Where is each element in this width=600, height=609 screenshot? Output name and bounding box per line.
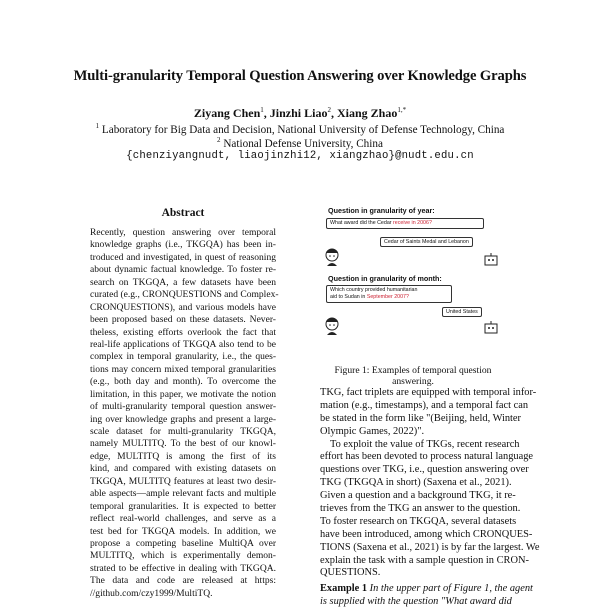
abstract-line: namely MULTITQ. To the best of our knowl-: [90, 438, 276, 450]
figure-month-title: Question in granularity of month:: [328, 274, 442, 283]
affiliation-text: Laboratory for Big Data and Decision, National University of Defense Technology, China: [101, 124, 505, 136]
robot-icon: [485, 321, 497, 333]
abstract-line: search on TKGQA, a few datasets have been: [90, 276, 276, 288]
abstract-line: edge, MULTITQ is among the first of its: [90, 450, 276, 462]
example-line: [320, 596, 512, 609]
abstract-line: scale dataset for multi-granularity TKGQA,: [90, 426, 276, 437]
example-text: In the upper part of Figure 1, the agent: [367, 583, 533, 595]
figure-month-question-text: Which country provided humanitarian: [330, 287, 418, 293]
robot-icon: [485, 253, 497, 265]
abstract-heading: Abstract: [161, 207, 205, 219]
author-affil-mark: 1,*: [397, 106, 407, 114]
body-line: To exploit the value of TKGs, recent research: [330, 438, 520, 450]
affiliation-mark: 1: [95, 122, 100, 130]
abstract-line: Recently, question answering over temporal: [90, 227, 276, 238]
person-icon: [326, 318, 338, 335]
author-affil-mark: 2: [327, 106, 331, 114]
figure-year-answer: Cedar of Saints Medal and Lebanon: [380, 237, 473, 247]
paper-title: Multi-granularity Temporal Question Answering over Knowledge Graphs: [73, 68, 527, 84]
abstract-line: kind, and compared with existing datasets on: [90, 463, 276, 475]
abstract-line: The data and code are released at https:: [90, 575, 276, 587]
author-name: Ziyang Chen: [193, 106, 261, 120]
author-list: Ziyang Chen$^1$, Jinzhi Liao$^2$, Xiang Zhao$^{1,*}$: [193, 106, 407, 120]
abstract-line: temporal granularities. It is expected to better: [90, 500, 276, 512]
author-name: Jinzhi Liao: [269, 106, 328, 120]
abstract-line: able aspects—ample relevant facts and multiple: [90, 488, 276, 500]
body-line: mation (e.g., timestamps), and a temporal fact can: [320, 399, 529, 411]
affiliation-mark: 2: [217, 136, 221, 144]
abstract-line: limitation, in this paper, we motivate the notion: [90, 388, 276, 400]
body-line: To foster research on TKGQA, several datasets: [320, 515, 517, 527]
body-line: be stated in the form like "(Beijing, held, Winter: [320, 412, 522, 424]
affiliation-text: National Defense University, China: [223, 138, 383, 150]
abstract-line: //github.com/czy1999/MultiTQ.: [90, 587, 213, 599]
example-label: Example 1: [320, 583, 368, 595]
body-line: effort has been devoted to process natural language: [320, 451, 534, 463]
abstract-line: strated to be effective in dealing with TKGQA.: [90, 562, 276, 574]
person-icon: [326, 249, 338, 266]
abstract-line: test bed for TKGQA models. In addition, we: [90, 525, 276, 537]
abstract-line: curated (e.g., CRONQUESTIONS and Complex-: [90, 289, 279, 301]
figure-year-title: Question in granularity of year:: [328, 206, 435, 215]
affiliation: [0, 122, 600, 136]
body-line: QUESTIONS.: [320, 567, 381, 579]
abstract-line: real-life applications of TKGQA also tend to be: [90, 338, 276, 350]
body-line: questions over TKG, i.e., question answering over: [320, 464, 529, 476]
abstract-body: [90, 227, 279, 600]
abstract-line: (e.g., both day and month). To overcome the: [90, 376, 276, 388]
figure-year-question-text: What award did the Cedar: [330, 220, 394, 226]
abstract-line: of multi-granularity temporal question answer-: [90, 401, 276, 413]
abstract-line: about dynamic factual knowledge. To foster re-: [90, 264, 276, 276]
abstract-line: TKGQA, MULTITQ features at least two desir-: [90, 475, 276, 487]
figure-year-question: [326, 218, 484, 229]
body-line: explain the task with a sample question in CRON-: [320, 554, 529, 566]
body-line: trieves from the TKG an answer to the question.: [320, 503, 521, 515]
abstract-line: troduced and investigated, in quest of reasoning: [90, 251, 276, 263]
figure-month-question-text2: aid to Sudan in: [330, 294, 367, 300]
body-line: TKG (TKGQA in short) (Saxena et al., 2021).: [320, 477, 512, 489]
example-text-2: is supplied with the question "What award did: [320, 596, 512, 608]
body-line: have been introduced, among which CRONQUES-: [320, 528, 533, 540]
abstract-line: complex in temporal granularity, i.e., the ques-: [90, 351, 276, 363]
affiliation: [0, 136, 600, 150]
abstract-line: tions may concern mixed temporal granularities: [90, 363, 276, 375]
example-heading: [320, 583, 533, 596]
figure-caption: Figure 1: Examples of temporal question answering.: [334, 365, 492, 387]
figure-1: [320, 206, 506, 356]
abstract-line: propose a competing baseline MultiQA over: [90, 537, 276, 549]
abstract-line: been proposed based on these datasets. Never-: [90, 314, 276, 326]
abstract-line: MULTITQ, which is experimentally demon-: [90, 550, 276, 562]
body-line: Given a question and a background TKG, it re-: [320, 490, 516, 502]
figure-month-answer: United States: [442, 307, 482, 317]
author-emails: {chenziyangnudt, liaojinzhi12, xiangzhao}@nudt.edu.cn: [126, 150, 474, 162]
author-name: Xiang Zhao: [336, 106, 398, 120]
body-text: [320, 387, 540, 609]
body-line: TKG, fact triplets are equipped with temporal infor-: [320, 387, 537, 398]
abstract-line: reflect real-world challenges, and serve as a: [90, 513, 276, 525]
abstract-line: knowledge graphs (i.e., TKGQA) has been in-: [90, 239, 276, 251]
abstract-line: CRONQUESTIONS), and various models have: [90, 301, 276, 313]
author-affil-mark: 1: [260, 106, 264, 114]
figure-month-question-time: September 2007?: [366, 294, 409, 300]
figure-month-question: [326, 285, 452, 303]
figure-year-question-time: receive in 2006?: [393, 220, 432, 226]
body-line: TIONS (Saxena et al., 2021) is by far the largest. We: [320, 541, 540, 553]
abstract-line: ing over knowledge graphs and present a large-: [90, 413, 276, 425]
body-line: Olympic Games, 2022)".: [320, 425, 425, 437]
abstract-line: theless, existing efforts overlook the fact that: [90, 326, 276, 338]
